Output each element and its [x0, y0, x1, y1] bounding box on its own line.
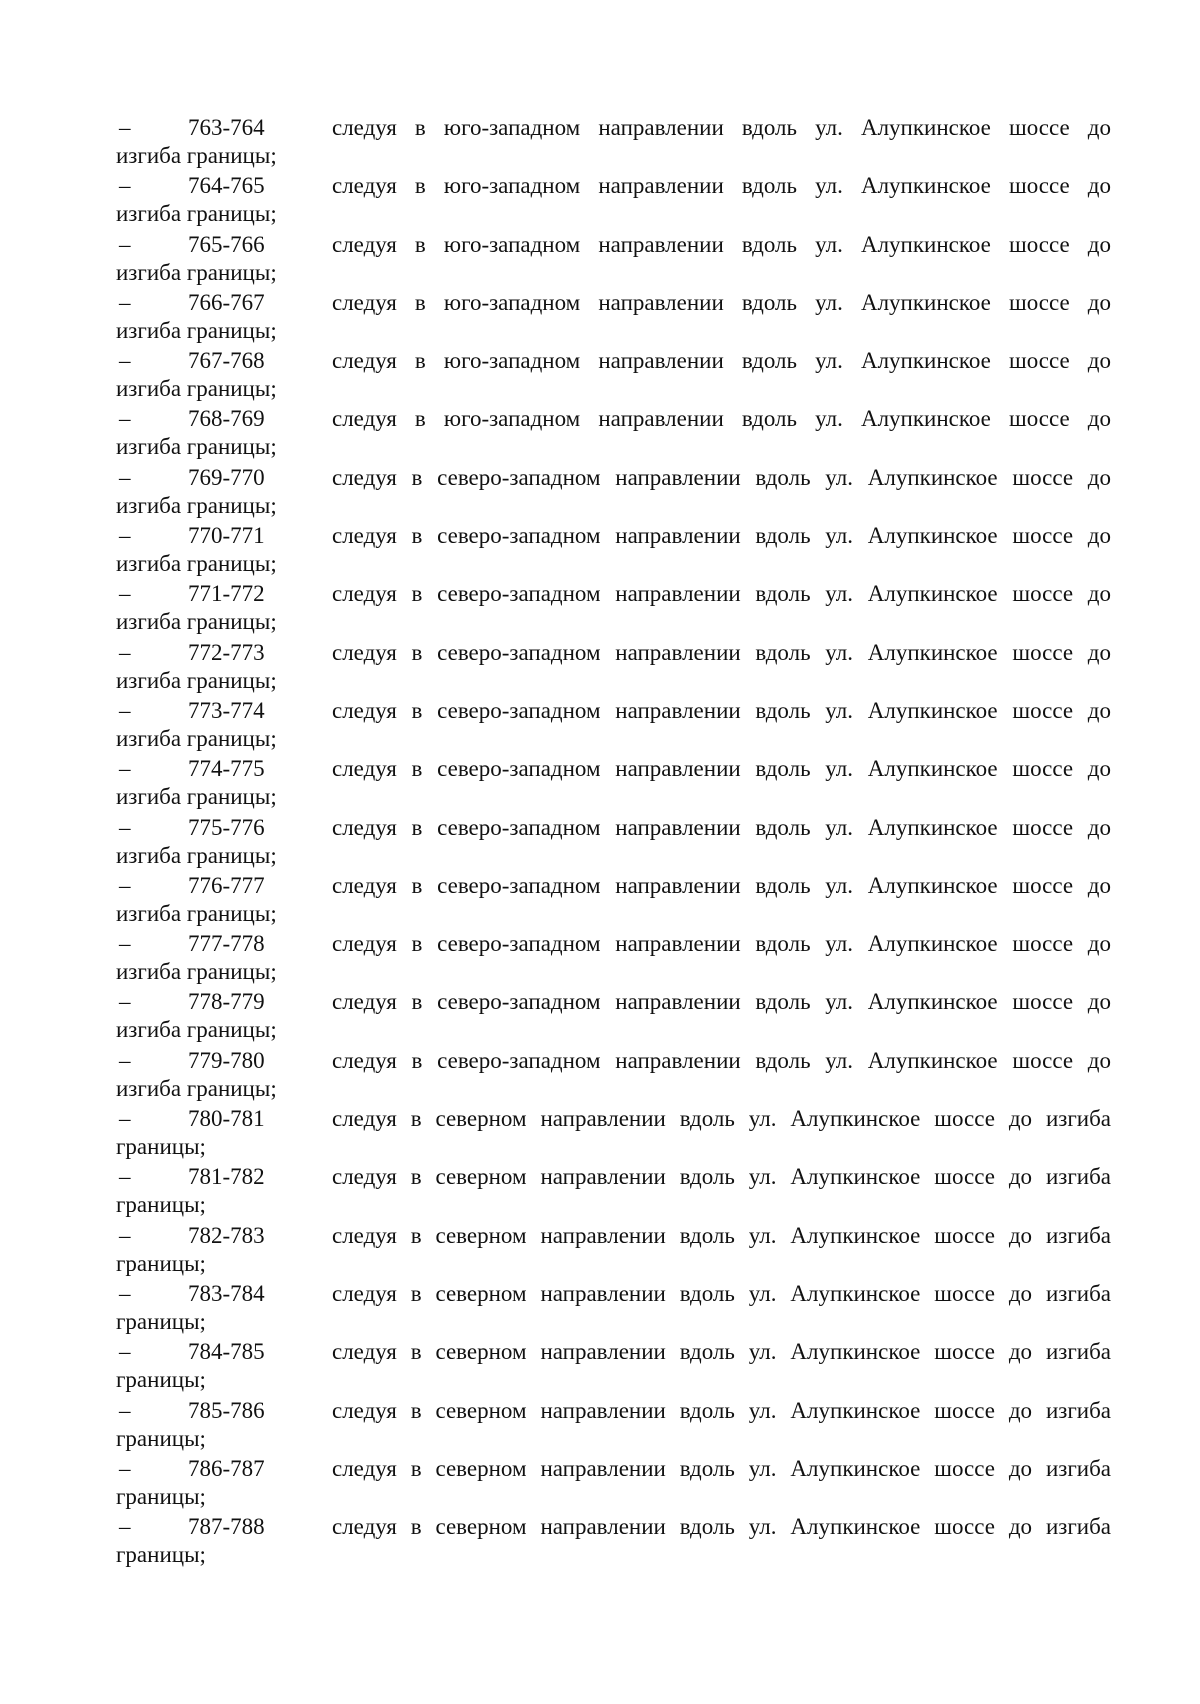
list-dash: –	[119, 348, 131, 374]
boundary-entry	[116, 1046, 1111, 1104]
segment-description: следуя в северном направлении вдоль ул. Алупкинское шоссе до изгиба	[332, 1222, 1111, 1248]
segment-description-continuation: изгиба границы;	[116, 376, 277, 402]
list-dash: –	[119, 639, 131, 665]
entry-first-line	[116, 929, 1111, 958]
list-dash: –	[119, 1047, 131, 1073]
segment-description: следуя в северном направлении вдоль ул. Алупкинское шоссе до изгиба	[332, 1455, 1111, 1481]
segment-number: 786-787	[188, 1455, 265, 1481]
boundary-entry	[116, 1221, 1111, 1279]
segment-number: 763-764	[188, 115, 265, 140]
segment-description: следуя в юго-западном направлении вдоль ул. Алупкинское шоссе до	[332, 231, 1111, 257]
segment-description: следуя в северо-западном направлении вдоль ул. Алупкинское шоссе до	[332, 1047, 1111, 1073]
list-dash: –	[119, 814, 131, 840]
segment-description: следуя в северном направлении вдоль ул. Алупкинское шоссе до изгиба	[332, 1164, 1111, 1190]
list-dash: –	[119, 231, 131, 257]
segment-description-continuation: изгиба границы;	[116, 900, 277, 926]
segment-description: следуя в северо-западном направлении вдоль ул. Алупкинское шоссе до	[332, 697, 1111, 723]
list-dash: –	[119, 173, 131, 199]
boundary-entry	[116, 696, 1111, 754]
segment-description: следуя в северо-западном направлении вдоль ул. Алупкинское шоссе до	[332, 989, 1111, 1015]
segment-number: 765-766	[188, 231, 265, 257]
list-dash: –	[119, 1280, 131, 1306]
segment-description: следуя в северном направлении вдоль ул. Алупкинское шоссе до изгиба	[332, 1106, 1111, 1132]
boundary-entry	[116, 871, 1111, 929]
entry-first-line	[116, 1454, 1111, 1483]
boundary-entry	[116, 1337, 1111, 1395]
segment-number: 783-784	[188, 1280, 265, 1306]
boundary-entry	[116, 463, 1111, 521]
entry-first-line	[116, 754, 1111, 783]
entry-first-line	[116, 1512, 1111, 1541]
segment-number: 779-780	[188, 1047, 265, 1073]
segment-description-continuation: изгиба границы;	[116, 1017, 277, 1043]
segment-number: 770-771	[188, 523, 265, 549]
boundary-entry	[116, 987, 1111, 1045]
boundary-entry	[116, 813, 1111, 871]
segment-description: следуя в юго-западном направлении вдоль ул. Алупкинское шоссе до	[332, 406, 1111, 432]
segment-description: следуя в юго-западном направлении вдоль ул. Алупкинское шоссе до	[332, 115, 1111, 140]
boundary-description-list	[116, 113, 1111, 1570]
boundary-entry	[116, 230, 1111, 288]
segment-description: следуя в юго-западном направлении вдоль ул. Алупкинское шоссе до	[332, 289, 1111, 315]
segment-number: 787-788	[188, 1514, 265, 1540]
list-dash: –	[119, 1397, 131, 1423]
entry-first-line	[116, 813, 1111, 842]
segment-description: следуя в северо-западном направлении вдоль ул. Алупкинское шоссе до	[332, 814, 1111, 840]
boundary-entry	[116, 1162, 1111, 1220]
boundary-entry	[116, 1512, 1111, 1570]
segment-number: 773-774	[188, 697, 265, 723]
segment-description: следуя в северо-западном направлении вдоль ул. Алупкинское шоссе до	[332, 872, 1111, 898]
entry-first-line	[116, 1162, 1111, 1191]
segment-description-continuation: изгиба границы;	[116, 667, 277, 693]
boundary-entry	[116, 404, 1111, 462]
entry-first-line	[116, 288, 1111, 317]
segment-description-continuation: изгиба границы;	[116, 143, 277, 168]
segment-description: следуя в северо-западном направлении вдоль ул. Алупкинское шоссе до	[332, 523, 1111, 549]
segment-number: 776-777	[188, 872, 265, 898]
segment-number: 768-769	[188, 406, 265, 432]
segment-number: 785-786	[188, 1397, 265, 1423]
segment-description: следуя в юго-западном направлении вдоль ул. Алупкинское шоссе до	[332, 348, 1111, 374]
segment-description-continuation: границы;	[116, 1483, 206, 1509]
entry-first-line	[116, 638, 1111, 667]
entry-first-line	[116, 346, 1111, 375]
segment-number: 777-778	[188, 931, 265, 957]
segment-number: 782-783	[188, 1222, 265, 1248]
segment-description-continuation: изгиба границы;	[116, 784, 277, 810]
entry-first-line	[116, 1221, 1111, 1250]
list-dash: –	[119, 697, 131, 723]
boundary-entry	[116, 638, 1111, 696]
segment-description-continuation: границы;	[116, 1250, 206, 1276]
boundary-entry	[116, 579, 1111, 637]
list-dash: –	[119, 1339, 131, 1365]
boundary-entry	[116, 1104, 1111, 1162]
segment-description: следуя в юго-западном направлении вдоль ул. Алупкинское шоссе до	[332, 173, 1111, 199]
segment-description-continuation: границы;	[116, 1542, 206, 1568]
entry-first-line	[116, 230, 1111, 259]
segment-description-continuation: изгиба границы;	[116, 317, 277, 343]
entry-first-line	[116, 113, 1111, 142]
entry-first-line	[116, 987, 1111, 1016]
entry-first-line	[116, 171, 1111, 200]
segment-description: следуя в северо-западном направлении вдоль ул. Алупкинское шоссе до	[332, 756, 1111, 782]
boundary-entry	[116, 346, 1111, 404]
segment-description-continuation: границы;	[116, 1192, 206, 1218]
list-dash: –	[119, 115, 131, 140]
list-dash: –	[119, 1106, 131, 1132]
segment-description-continuation: границы;	[116, 1134, 206, 1160]
segment-description-continuation: изгиба границы;	[116, 201, 277, 227]
list-dash: –	[119, 931, 131, 957]
segment-description-continuation: изгиба границы;	[116, 259, 277, 285]
segment-description: следуя в северо-западном направлении вдоль ул. Алупкинское шоссе до	[332, 639, 1111, 665]
boundary-entry	[116, 521, 1111, 579]
segment-description-continuation: границы;	[116, 1367, 206, 1393]
boundary-entry	[116, 1454, 1111, 1512]
entry-first-line	[116, 1396, 1111, 1425]
boundary-entry	[116, 929, 1111, 987]
segment-number: 784-785	[188, 1339, 265, 1365]
segment-description: следуя в северо-западном направлении вдоль ул. Алупкинское шоссе до	[332, 581, 1111, 607]
segment-description: следуя в северном направлении вдоль ул. Алупкинское шоссе до изгиба	[332, 1514, 1111, 1540]
segment-number: 774-775	[188, 756, 265, 782]
segment-number: 778-779	[188, 989, 265, 1015]
segment-description: следуя в северном направлении вдоль ул. Алупкинское шоссе до изгиба	[332, 1397, 1111, 1423]
list-dash: –	[119, 989, 131, 1015]
segment-description-continuation: изгиба границы;	[116, 551, 277, 577]
list-dash: –	[119, 1514, 131, 1540]
segment-description: следуя в северо-западном направлении вдоль ул. Алупкинское шоссе до	[332, 464, 1111, 490]
segment-description-continuation: изгиба границы;	[116, 959, 277, 985]
segment-description-continuation: изгиба границы;	[116, 725, 277, 751]
boundary-entry	[116, 754, 1111, 812]
segment-number: 775-776	[188, 814, 265, 840]
boundary-entry	[116, 113, 1111, 171]
list-dash: –	[119, 1164, 131, 1190]
segment-number: 764-765	[188, 173, 265, 199]
segment-description-continuation: изгиба границы;	[116, 434, 277, 460]
boundary-entry	[116, 288, 1111, 346]
list-dash: –	[119, 1222, 131, 1248]
entry-first-line	[116, 696, 1111, 725]
boundary-entry	[116, 1396, 1111, 1454]
segment-number: 769-770	[188, 464, 265, 490]
list-dash: –	[119, 756, 131, 782]
entry-first-line	[116, 871, 1111, 900]
entry-first-line	[116, 1279, 1111, 1308]
list-dash: –	[119, 523, 131, 549]
entry-first-line	[116, 463, 1111, 492]
segment-description-continuation: изгиба границы;	[116, 609, 277, 635]
entry-first-line	[116, 521, 1111, 550]
segment-description: следуя в северном направлении вдоль ул. Алупкинское шоссе до изгиба	[332, 1280, 1111, 1306]
segment-number: 771-772	[188, 581, 265, 607]
list-dash: –	[119, 872, 131, 898]
segment-number: 766-767	[188, 289, 265, 315]
entry-first-line	[116, 579, 1111, 608]
segment-description: следуя в северном направлении вдоль ул. Алупкинское шоссе до изгиба	[332, 1339, 1111, 1365]
boundary-entry	[116, 171, 1111, 229]
segment-description-continuation: границы;	[116, 1425, 206, 1451]
list-dash: –	[119, 406, 131, 432]
segment-description: следуя в северо-западном направлении вдоль ул. Алупкинское шоссе до	[332, 931, 1111, 957]
segment-description-continuation: изгиба границы;	[116, 492, 277, 518]
entry-first-line	[116, 404, 1111, 433]
entry-first-line	[116, 1046, 1111, 1075]
list-dash: –	[119, 581, 131, 607]
segment-number: 767-768	[188, 348, 265, 374]
entry-first-line	[116, 1104, 1111, 1133]
segment-description-continuation: изгиба границы;	[116, 1075, 277, 1101]
boundary-entry	[116, 1279, 1111, 1337]
segment-number: 781-782	[188, 1164, 265, 1190]
segment-number: 780-781	[188, 1106, 265, 1132]
list-dash: –	[119, 1455, 131, 1481]
entry-first-line	[116, 1337, 1111, 1366]
list-dash: –	[119, 464, 131, 490]
segment-description-continuation: изгиба границы;	[116, 842, 277, 868]
segment-number: 772-773	[188, 639, 265, 665]
segment-description-continuation: границы;	[116, 1308, 206, 1334]
list-dash: –	[119, 289, 131, 315]
